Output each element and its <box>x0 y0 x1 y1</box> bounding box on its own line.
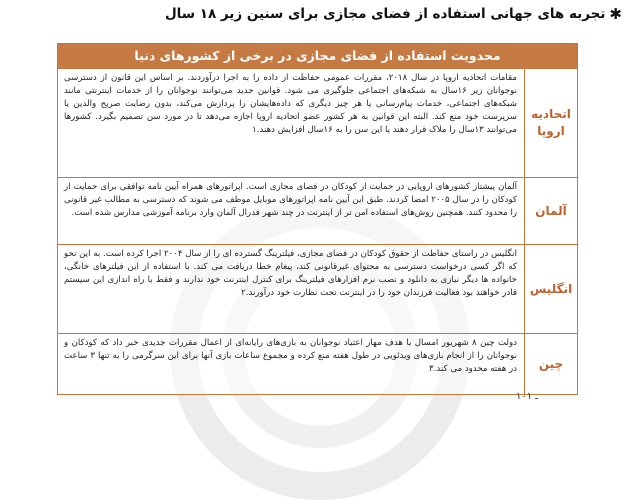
country-cell: انگلیس <box>524 245 577 333</box>
table-row <box>58 334 577 394</box>
country-cell: اتحادیه اروپا <box>524 69 577 177</box>
restrictions-table <box>57 43 578 395</box>
description-cell: مقامات اتحادیه اروپا در سال ۲۰۱۸، مقررات عمومی حفاظت از داده را به اجرا درآوردند. بر اساس این قانون از دسترسی نوجوانان زیر ۱۶سال به شبکه‌های اجتماعی جلوگیری می شود. قوانین جدید می‌توانند نوجوانان را از خدمات اینترنتی مانند شبکه‌های اجتماعی، خدمات پیام‌رسانی یا هر چیز دیگری که داده‌هایشان را پردازش می‌کند، بدون رضایت صریح والدین یا سرپرست خود منع کند. البته این قوانین به هر کشور عضو اتحادیه اروپا اجازه می‌دهد تا در مورد سن تصمیم بگیرد. کشورها می‌توانند ۱۳سال را ملاک قرار دهند یا این سن را به ۱۶سال افزایش دهند.۱ <box>64 73 517 135</box>
description-cell: آلمان پیشتاز کشورهای اروپایی در حمایت از کودکان در فضای مجازی است. اپراتورهای همراه آیین نامه توافقی برای حمایت از کودکان را در سال ۲۰۰۵ امضا کردند. طبق این آیین نامه اپراتورهای موبایل موظف می شوند که دسترسی به مطالب غیر قانونی را محدود کنند. همچنین روش‌های استفاده امن تر از اینترنت در چند شهر فدرال آلمان وارد برنامه آموزشی مدارس شده است. <box>64 182 517 218</box>
asterisk-icon: ✱ <box>609 5 622 23</box>
table-row <box>58 245 577 334</box>
table-header: محدویت استفاده از فضای مجازی در برخی از کشورهای دنیا <box>58 44 577 69</box>
page-number: ـ ۱۰۱ <box>516 391 539 402</box>
table-row <box>58 69 577 178</box>
heading-title: تجربه های جهانی استفاده از فضای مجازی برای سنین زیر ۱۸ سال <box>164 6 606 22</box>
description-cell: دولت چین ۸ شهریور امسال با هدف مهار اعتیاد نوجوانان به بازی‌های رایانه‌ای از اعمال مقررات جدیدی خبر داد که کودکان و نوجوانان را از انجام بازی‌های ویدئویی در طول هفته منع کرده و مجموع ساعات بازی آنها برای این سرگرمی را به تنها ۳ ساعت در هفته محدود می کند.۳ <box>64 338 517 374</box>
country-cell: آلمان <box>524 178 577 244</box>
section-heading <box>165 5 622 23</box>
country-cell: چین <box>524 334 577 394</box>
table-row <box>58 178 577 245</box>
description-cell: انگلیس در راستای حفاظت از حقوق کودکان در فضای مجازی، فیلترینگ گسترده ای را از سال ۲۰۰۴ اجرا کرده است. به این نحو که اگر کسی درخواست دسترسی به محتوای غیرقانونی کند، پیغام خطا دریافت می کند. با استفاده از این فیلترهای خانگی، خانواده ها دیگر نیازی به دانلود و نصب نرم افزارهای فیلترینگ برای کنترل اینترنت خود ندارند و فقط با راه اندازی این سیستم قادر خواهند بود فعالیت فرزندان خود را در اینترنت تحت نظارت خود درآورند.۲ <box>64 249 517 298</box>
